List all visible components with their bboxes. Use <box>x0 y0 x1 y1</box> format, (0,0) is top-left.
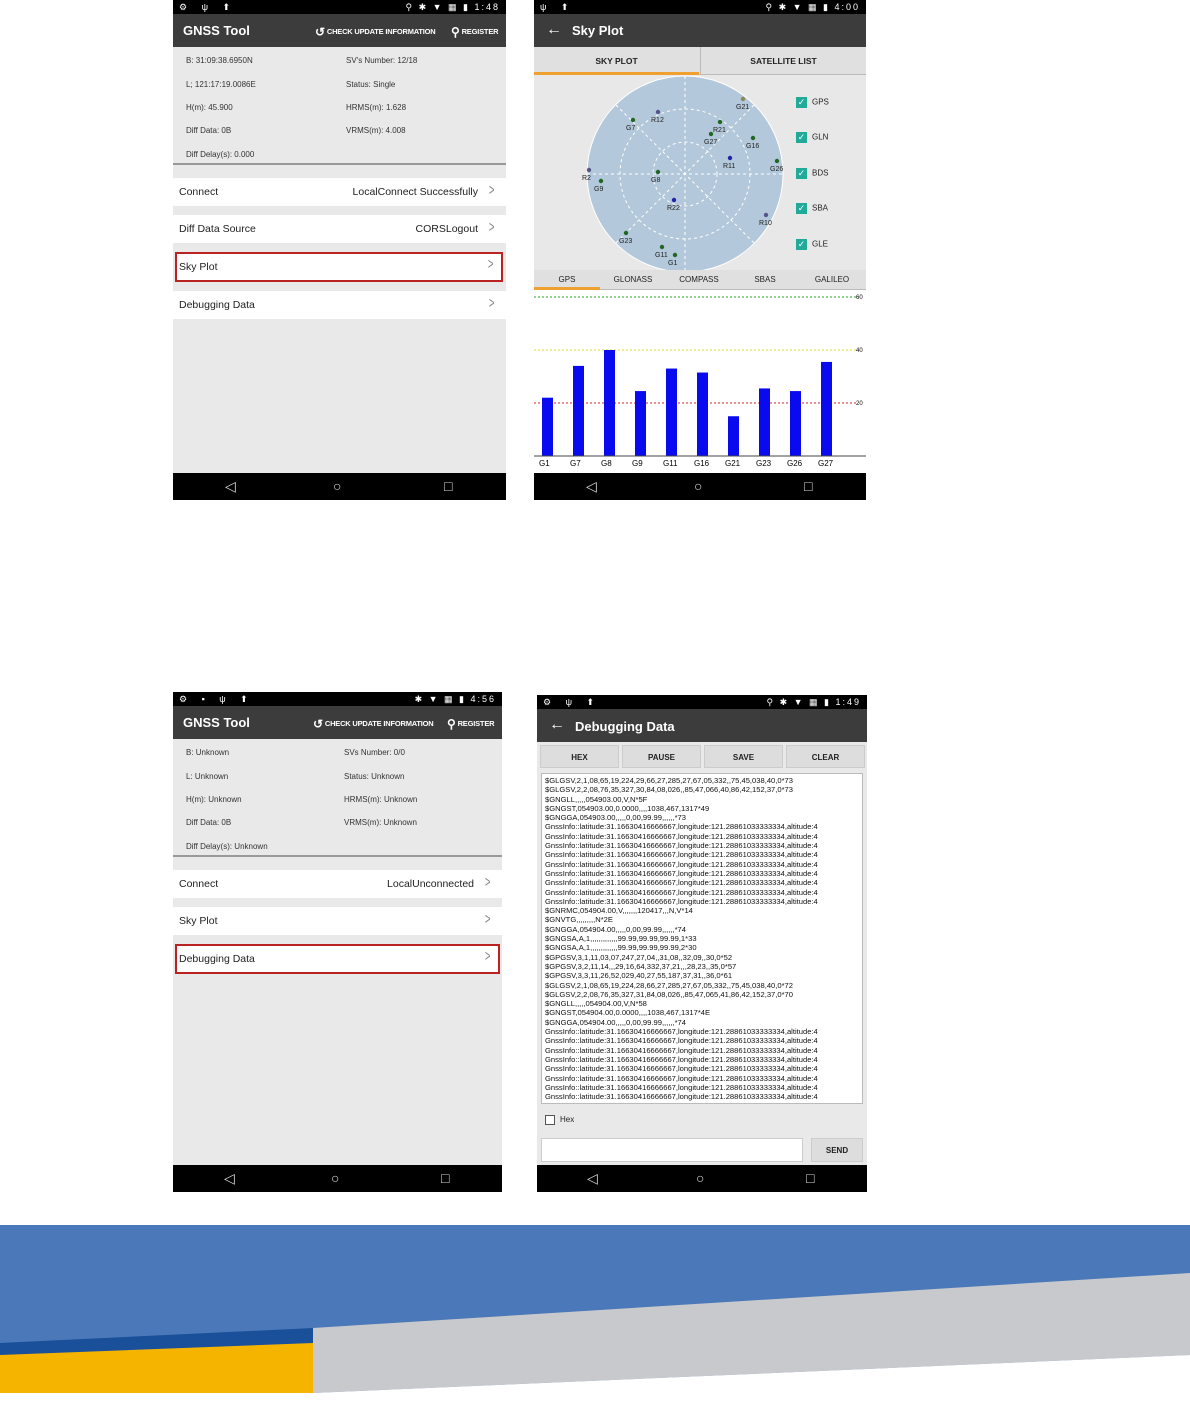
satellite-label: G23 <box>619 238 633 245</box>
satellite-dot <box>775 159 779 163</box>
bar-category-label: G8 <box>601 459 612 468</box>
log-line: $GNVTG,,,,,,,,,N*2E <box>545 915 613 925</box>
clear-button[interactable]: CLEAR <box>786 745 865 768</box>
latitude-value: B: 31:09:38.6950N <box>186 56 253 65</box>
bar-category-label: G9 <box>632 459 643 468</box>
satellite-label: R21 <box>713 127 726 134</box>
history-icon: ↺ <box>315 25 325 39</box>
pause-button[interactable]: PAUSE <box>622 745 701 768</box>
screen-debugging-data <box>537 695 867 1192</box>
log-line: GnssInfo::latitude:31.16630416666667,longitude:121.28861033333334,altitude:4 <box>545 1027 818 1037</box>
vrms-value: VRMS(m): Unknown <box>344 818 417 827</box>
hex-button[interactable]: HEX <box>540 745 619 768</box>
satellite-dot <box>709 132 713 136</box>
log-line: GnssInfo::latitude:31.16630416666667,longitude:121.28861033333334,altitude:4 <box>545 887 818 897</box>
log-line: $GNGLL,,,,,054904.00,V,N*58 <box>545 999 647 1009</box>
home-icon[interactable]: ○ <box>694 478 703 494</box>
checkbox-unchecked-icon <box>545 1115 555 1125</box>
status-icons-left: ψ ⬆ <box>540 2 575 12</box>
bar-category-label: G21 <box>725 459 741 468</box>
chevron-right-icon: > <box>488 182 495 199</box>
log-line: GnssInfo::latitude:31.16630416666667,longitude:121.28861033333334,altitude:4 <box>545 1082 818 1092</box>
snr-bar <box>821 362 832 456</box>
satellite-dot <box>624 231 628 235</box>
app-title: GNSS Tool <box>183 23 250 38</box>
satellite-dot <box>764 213 768 217</box>
check-icon: ✓ <box>797 239 806 249</box>
hrms-value: HRMS(m): Unknown <box>344 795 418 804</box>
satellite-label: G8 <box>651 177 661 184</box>
snr-bar <box>573 366 584 456</box>
check-icon: ✓ <box>797 97 806 107</box>
log-line: GnssInfo::latitude:31.16630416666667,longitude:121.28861033333334,altitude:4 <box>545 896 818 906</box>
status-bar <box>173 692 502 706</box>
satellite-label: G1 <box>668 260 678 267</box>
nmea-log-output[interactable] <box>541 773 863 1104</box>
gle-checkbox[interactable]: ✓ GLE <box>797 239 829 249</box>
satellite-label: R10 <box>759 220 772 227</box>
log-line: $GLGSV,2,1,08,65,19,224,28,66,27,285,27,67,05,332,,75,45,038,40,0*72 <box>545 980 793 990</box>
log-line: GnssInfo::latitude:31.16630416666667,longitude:121.28861033333334,altitude:4 <box>545 868 818 878</box>
hrms-value: HRMS(m): 1.628 <box>346 103 407 112</box>
log-line: GnssInfo::latitude:31.16630416666667,longitude:121.28861033333334,altitude:4 <box>545 859 818 869</box>
back-icon[interactable]: ◁ <box>587 1170 598 1186</box>
satellite-dot <box>741 97 745 101</box>
position-info-panel <box>173 739 502 857</box>
menu-row-debugging-data[interactable]: Debugging Data > <box>175 944 500 974</box>
bds-checkbox[interactable]: ✓ BDS <box>797 168 829 178</box>
status-icons-right: ⚲ ✱ ▼ ▦ ▮ 4:00 <box>765 2 860 12</box>
search-icon: ⚲ <box>447 717 456 731</box>
satellite-label: G9 <box>594 186 604 193</box>
status-value: Status: Unknown <box>344 772 405 781</box>
log-line: GnssInfo::latitude:31.16630416666667,longitude:121.28861033333334,altitude:4 <box>545 1064 818 1074</box>
tab-glonass[interactable]: GLONASS <box>613 275 653 284</box>
app-title: Debugging Data <box>575 719 675 734</box>
save-button[interactable]: SAVE <box>704 745 783 768</box>
height-value: H(m): 45.900 <box>186 103 233 112</box>
menu-row-connect[interactable]: Connect LocalConnect Successfully > <box>173 178 506 206</box>
bar-category-label: G11 <box>663 459 678 468</box>
satellite-label: G16 <box>746 143 760 150</box>
diff-delay-value: Diff Delay(s): 0.000 <box>186 150 255 159</box>
chevron-right-icon: > <box>484 948 491 965</box>
satellite-dot <box>660 245 664 249</box>
log-line: GnssInfo::latitude:31.16630416666667,longitude:121.28861033333334,altitude:4 <box>545 850 818 860</box>
log-line: $GNGST,054903.00,0.0000,,,,1038,467,1317*49 <box>545 803 710 813</box>
screen-gnss-tool-unconnected <box>173 692 502 1192</box>
log-line: GnssInfo::latitude:31.16630416666667,longitude:121.28861033333334,altitude:4 <box>545 1036 818 1046</box>
home-icon[interactable]: ○ <box>696 1170 705 1186</box>
search-icon: ⚲ <box>451 25 460 39</box>
log-line: $GLGSV,2,1,08,65,19,224,29,66,27,285,27,67,05,332,,75,45,038,40,0*73 <box>545 776 793 785</box>
log-line: $GNGGA,054904.00,,,,,0,00,99.99,,,,,,*74 <box>545 924 686 934</box>
back-icon[interactable]: ◁ <box>586 478 597 494</box>
status-bar <box>537 695 867 709</box>
sv-number-value: SV's Number: 12/18 <box>346 56 418 65</box>
decorative-footer-banner <box>0 1225 1190 1413</box>
menu-row-diff-data-source[interactable]: Diff Data Source CORSLogout > <box>173 215 506 243</box>
hex-checkbox[interactable]: Hex <box>545 1115 574 1125</box>
log-line: GnssInfo::latitude:31.16630416666667,longitude:121.28861033333334,altitude:4 <box>545 831 818 841</box>
snr-bar <box>635 391 646 456</box>
app-bar <box>537 709 867 742</box>
log-line: $GNGSA,A,1,,,,,,,,,,,,,99.99,99.99,99.99,1*33 <box>545 934 697 944</box>
home-icon[interactable]: ○ <box>331 1170 340 1186</box>
status-bar <box>534 0 866 14</box>
position-info-panel <box>173 47 506 165</box>
log-line: $GNGGA,054904.00,,,,,0,00,99.99,,,,,,*74 <box>545 1017 686 1027</box>
diff-data-value: Diff Data: 0B <box>186 818 232 827</box>
satellite-dot <box>587 168 591 172</box>
chevron-right-icon: > <box>484 911 491 928</box>
constellation-tabs <box>534 270 866 290</box>
recents-icon[interactable]: □ <box>804 478 813 494</box>
log-line: $GNGSA,A,1,,,,,,,,,,,,,99.99,99.99,99.99,2*30 <box>545 943 697 953</box>
back-arrow-icon[interactable]: ← <box>549 716 565 733</box>
check-icon: ✓ <box>797 168 806 178</box>
back-icon[interactable]: ◁ <box>224 1170 235 1186</box>
snr-bar <box>790 391 801 456</box>
command-input[interactable] <box>541 1138 803 1162</box>
snr-bar <box>728 416 739 456</box>
satellite-dot <box>718 120 722 124</box>
snr-chart-svg <box>534 290 866 474</box>
bar-category-label: G26 <box>787 459 803 468</box>
register-button[interactable]: ⚲ REGISTER <box>447 717 495 731</box>
tab-satellite-list[interactable]: SATELLITE LIST <box>700 47 866 75</box>
bar-category-label: G23 <box>756 459 772 468</box>
status-icons-right: ⚲ ✱ ▼ ▦ ▮ 1:49 <box>766 697 861 707</box>
tab-gps[interactable]: GPS <box>534 270 600 290</box>
log-line: $GNRMC,054904.00,V,,,,,,,120417,,,N,V*14 <box>545 906 693 916</box>
android-nav-bar <box>534 473 866 500</box>
log-line: GnssInfo::latitude:31.16630416666667,longitude:121.28861033333334,altitude:4 <box>545 1045 818 1055</box>
debug-toolbar <box>537 742 867 770</box>
app-title: Sky Plot <box>572 23 624 38</box>
chevron-right-icon: > <box>484 874 491 891</box>
screen-gnss-tool-connected <box>173 0 506 500</box>
satellite-label: G27 <box>704 139 718 146</box>
status-icons-right: ✱ ▼ ▦ ▮ 4:56 <box>414 694 496 704</box>
log-line: GnssInfo::latitude:31.16630416666667,longitude:121.28861033333334,altitude:4 <box>545 878 818 888</box>
check-update-button[interactable]: ↺ CHECK UPDATE INFORMATION <box>315 25 436 39</box>
sky-plot-area <box>534 75 866 270</box>
tab-sbas[interactable]: SBAS <box>754 275 776 284</box>
satellite-dot <box>656 170 660 174</box>
app-bar <box>173 706 502 739</box>
longitude-value: L: Unknown <box>186 772 229 781</box>
log-line: $GNGGA,054903.00,,,,,0,00,99.99,,,,,,*73 <box>545 813 686 823</box>
diff-data-value: Diff Data: 0B <box>186 126 232 135</box>
log-line: $GPGSV,3,3,11,26,52,029,40,27,55,187,37,31,,36,0*61 <box>545 971 733 981</box>
latitude-value: B: Unknown <box>186 748 230 757</box>
log-line: GnssInfo::latitude:31.16630416666667,longitude:121.28861033333334,altitude:4 <box>545 1073 818 1083</box>
log-line: $GNGST,054904.00,0.0000,,,,1038,467,1317*4E <box>545 1008 711 1018</box>
chevron-right-icon: > <box>487 256 494 273</box>
bar-category-label: G27 <box>818 459 834 468</box>
send-button[interactable]: SEND <box>811 1138 863 1162</box>
tab-sky-plot[interactable]: SKY PLOT <box>534 47 699 75</box>
height-value: H(m): Unknown <box>186 795 242 804</box>
satellite-dot <box>631 118 635 122</box>
log-line: $GPGSV,3,2,11,14,,,29,16,64,332,37,21,,,28,23,,35,0*57 <box>545 961 737 971</box>
view-tabs <box>534 47 866 75</box>
satellite-dot <box>673 253 677 257</box>
reference-label: 20 <box>856 401 863 407</box>
tab-compass[interactable]: COMPASS <box>679 275 719 284</box>
app-bar <box>173 14 506 47</box>
back-arrow-icon[interactable]: ← <box>546 21 562 38</box>
android-nav-bar <box>173 1165 502 1192</box>
status-icons-left: ⚙ ψ ⬆ <box>179 2 237 12</box>
snr-bar <box>666 369 677 456</box>
status-value: Status: Single <box>346 80 396 89</box>
satellite-dot <box>599 179 603 183</box>
log-line: GnssInfo::latitude:31.16630416666667,longitude:121.28861033333334,altitude:4 <box>545 841 818 851</box>
history-icon: ↺ <box>313 717 323 731</box>
gln-checkbox[interactable]: ✓ GLN <box>797 132 829 142</box>
bar-category-label: G1 <box>539 459 550 468</box>
status-icons-right: ⚲ ✱ ▼ ▦ ▮ 1:48 <box>405 2 500 12</box>
check-icon: ✓ <box>797 203 806 213</box>
log-line: $GLGSV,2,2,08,76,35,327,31,84,08,026,,85,47,065,41,86,42,152,37,0*70 <box>545 989 793 999</box>
chevron-right-icon: > <box>488 295 495 312</box>
satellite-label: G26 <box>770 166 784 173</box>
chevron-right-icon: > <box>488 219 495 236</box>
app-bar <box>534 14 866 47</box>
vrms-value: VRMS(m): 4.008 <box>346 126 406 135</box>
sky-plot-polar <box>534 75 794 270</box>
menu-row-debugging-data[interactable]: Debugging Data > <box>173 291 506 319</box>
tab-galileo[interactable]: GALILEO <box>814 275 850 284</box>
sv-number-value: SVs Number: 0/0 <box>344 748 405 757</box>
status-bar <box>173 0 506 14</box>
app-title: GNSS Tool <box>183 715 250 730</box>
snr-bar <box>542 398 553 456</box>
log-line: $GLGSV,2,2,08,76,35,327,30,84,08,026,,85,47,066,40,86,42,152,37,0*73 <box>545 785 793 795</box>
snr-bar <box>697 373 708 456</box>
satellite-label: G11 <box>655 252 668 259</box>
bar-category-label: G16 <box>694 459 710 468</box>
log-line: GnssInfo::latitude:31.16630416666667,longitude:121.28861033333334,altitude:4 <box>545 1092 818 1102</box>
satellite-label: R11 <box>723 163 736 170</box>
screen-sky-plot <box>534 0 866 500</box>
status-icons-left: ⚙ ψ ⬆ <box>543 697 601 707</box>
satellite-dot <box>656 110 660 114</box>
gps-checkbox[interactable]: ✓ GPS <box>797 97 829 107</box>
sba-checkbox[interactable]: ✓ SBA <box>797 203 829 213</box>
android-nav-bar <box>537 1165 867 1192</box>
log-line: $GNGLL,,,,,054903.00,V,N*5F <box>545 794 648 804</box>
diff-delay-value: Diff Delay(s): Unknown <box>186 842 268 851</box>
recents-icon[interactable]: □ <box>444 478 453 494</box>
register-button[interactable]: ⚲ REGISTER <box>451 25 499 39</box>
check-update-button[interactable]: ↺ CHECK UPDATE INFORMATION <box>313 717 434 731</box>
menu-row-connect[interactable]: Connect LocalUnconnected > <box>173 870 502 898</box>
satellite-label: R2 <box>582 175 591 182</box>
log-line: GnssInfo::latitude:31.16630416666667,longitude:121.28861033333334,altitude:4 <box>545 1054 818 1064</box>
satellite-dot <box>728 156 732 160</box>
recents-icon[interactable]: □ <box>806 1170 815 1186</box>
home-icon[interactable]: ○ <box>333 478 342 494</box>
reference-label: 60 <box>856 295 863 301</box>
satellite-dot <box>672 198 676 202</box>
satellite-label: R12 <box>651 117 664 124</box>
longitude-value: L; 121:17:19.0086E <box>186 80 256 89</box>
menu-row-sky-plot[interactable]: Sky Plot > <box>173 907 502 935</box>
snr-bar <box>759 388 770 456</box>
menu-row-sky-plot[interactable]: Sky Plot > <box>175 252 503 282</box>
satellite-label: R22 <box>667 205 680 212</box>
satellite-dot <box>751 136 755 140</box>
log-line: $GPGSV,3,1,11,03,07,247,27,04,,31,08,,32,09,,30,0*52 <box>545 952 733 962</box>
status-icons-left: ⚙ ▪ ψ ⬆ <box>179 694 254 704</box>
back-icon[interactable]: ◁ <box>225 478 236 494</box>
android-nav-bar <box>173 473 506 500</box>
satellite-label: G21 <box>736 104 750 111</box>
reference-label: 40 <box>856 348 863 354</box>
snr-bar-chart <box>534 290 866 474</box>
bar-category-label: G7 <box>570 459 581 468</box>
snr-bar <box>604 350 615 456</box>
satellite-label: G7 <box>626 125 636 132</box>
check-icon: ✓ <box>797 132 806 142</box>
log-line: GnssInfo::latitude:31.16630416666667,longitude:121.28861033333334,altitude:4 <box>545 822 818 832</box>
recents-icon[interactable]: □ <box>441 1170 450 1186</box>
